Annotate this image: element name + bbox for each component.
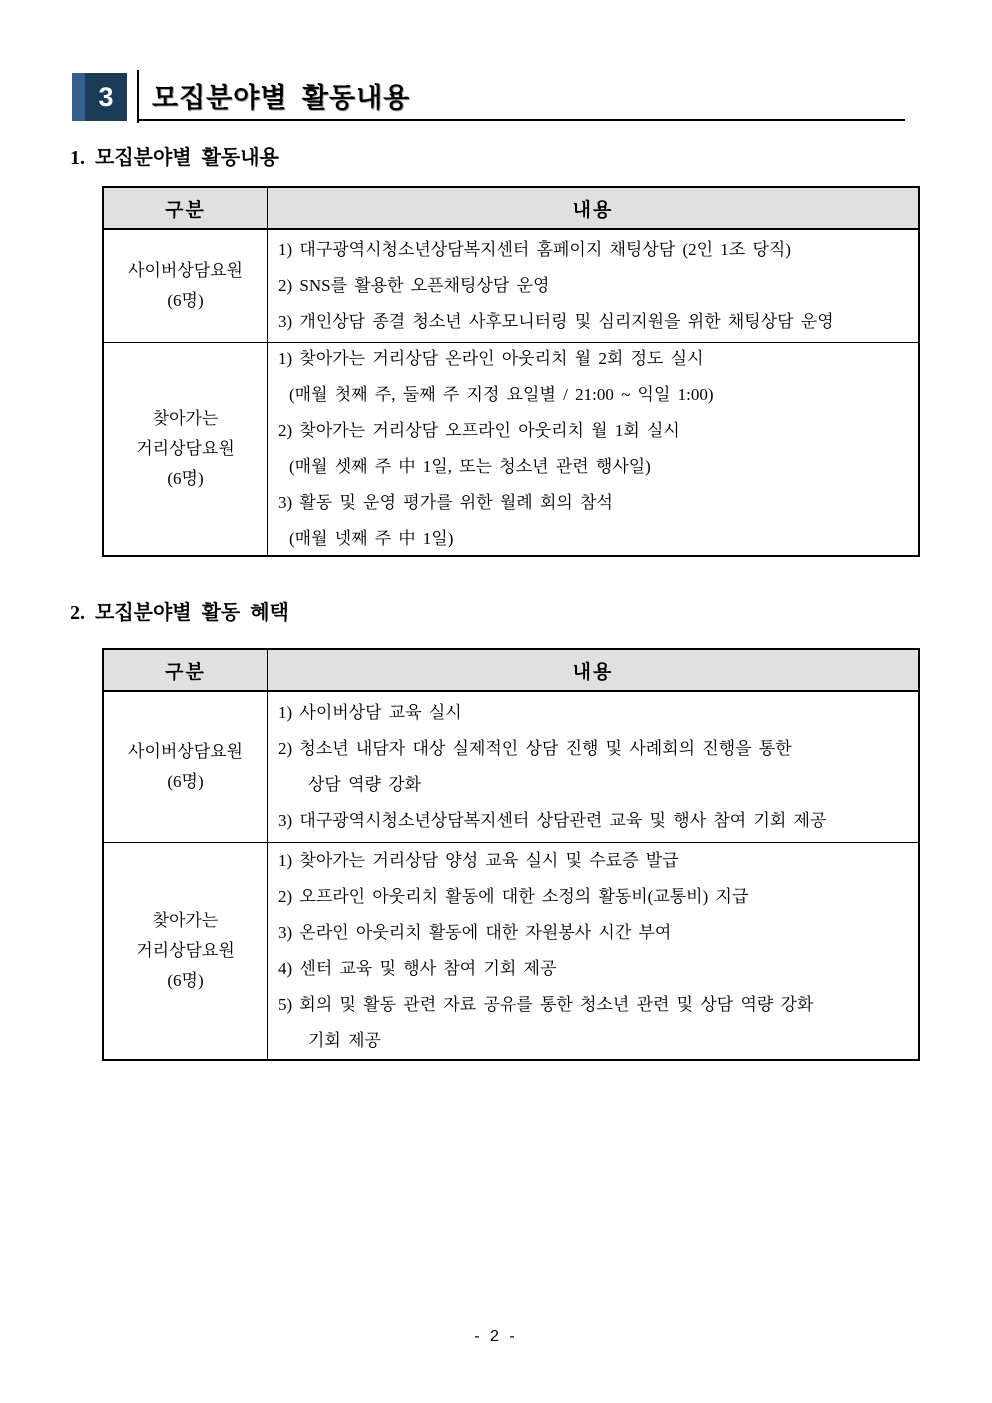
badge-accent-strip	[72, 73, 85, 121]
category-cell	[104, 692, 268, 842]
category-line: 찾아가는	[152, 409, 219, 428]
activity-table	[102, 186, 920, 557]
content-line: 1) 찾아가는 거리상담 양성 교육 실시 및 수료증 발급	[278, 851, 679, 870]
category-line: (6명)	[167, 469, 204, 488]
category-line: (6명)	[167, 971, 204, 990]
table-header-row	[104, 188, 918, 230]
content-line: 2) SNS를 활용한 오픈채팅상담 운영	[278, 276, 550, 295]
content-line: 1) 사이버상담 교육 실시	[278, 703, 462, 722]
content-line: 3) 대구광역시청소년상담복지센터 상담관련 교육 및 행사 참여 기회 제공	[278, 811, 827, 830]
header-cell-category: 구분	[104, 650, 268, 690]
category-cell	[104, 343, 268, 555]
category-line: (6명)	[167, 772, 204, 791]
category-cell	[104, 843, 268, 1059]
section-number-badge	[72, 73, 127, 121]
category-line: 사이버상담요원	[128, 742, 243, 761]
benefit-table	[102, 648, 920, 1061]
header-cell-content: 내용	[572, 199, 614, 221]
content-cell	[268, 843, 918, 1059]
category-line: 거리상담요원	[136, 439, 235, 458]
content-cell	[268, 230, 918, 342]
content-line: 3) 온라인 아웃리치 활동에 대한 자원봉사 시간 부여	[278, 923, 672, 942]
content-line: 4) 센터 교육 및 행사 참여 기회 제공	[278, 959, 557, 978]
banner-title: 모집분야별 활동내용	[152, 83, 411, 113]
section-1-heading: 1. 모집분야별 활동내용	[70, 147, 279, 169]
section-number: 3	[85, 73, 127, 121]
section-banner	[72, 73, 905, 121]
table-row	[104, 843, 918, 1059]
content-line: 1) 대구광역시청소년상담복지센터 홈페이지 채팅상담 (2인 1조 당직)	[278, 240, 791, 259]
category-cell	[104, 230, 268, 342]
content-line: 3) 활동 및 운영 평가를 위한 월례 회의 참석	[278, 493, 613, 512]
content-line: 2) 오프라인 아웃리치 활동에 대한 소정의 활동비(교통비) 지급	[278, 887, 749, 906]
table-header-row	[104, 650, 918, 692]
content-line: 3) 개인상담 종결 청소년 사후모니터링 및 심리지원을 위한 채팅상담 운영	[278, 312, 834, 331]
content-line: 2) 청소년 내담자 대상 실제적인 상담 진행 및 사례회의 진행을 통한	[278, 739, 792, 758]
category-line: 사이버상담요원	[128, 261, 243, 280]
content-line: 상담 역량 강화	[308, 775, 422, 794]
header-cell-category: 구분	[104, 188, 268, 228]
page-number: - 2 -	[474, 1328, 518, 1345]
category-line: 찾아가는	[152, 911, 219, 930]
banner-divider	[137, 70, 139, 123]
content-cell	[268, 692, 918, 842]
section-2-heading: 2. 모집분야별 활동 혜택	[70, 602, 289, 624]
table-row	[104, 343, 918, 555]
content-line: (매월 셋째 주 中 1일, 또는 청소년 관련 행사일)	[289, 457, 651, 476]
content-line: 1) 찾아가는 거리상담 온라인 아웃리치 월 2회 정도 실시	[278, 349, 704, 368]
category-line: 거리상담요원	[136, 941, 235, 960]
banner-underline	[137, 119, 905, 121]
table-row	[104, 692, 918, 843]
content-line: (매월 넷째 주 中 1일)	[289, 529, 454, 548]
category-line: (6명)	[167, 291, 204, 310]
content-line: 2) 찾아가는 거리상담 오프라인 아웃리치 월 1회 실시	[278, 421, 680, 440]
content-line: (매월 첫째 주, 둘째 주 지정 요일별 / 21:00 ~ 익일 1:00)	[289, 385, 714, 404]
content-cell	[268, 343, 918, 555]
header-cell-content: 내용	[572, 661, 614, 683]
content-line: 5) 회의 및 활동 관련 자료 공유를 통한 청소년 관련 및 상담 역량 강화	[278, 995, 814, 1014]
table-row	[104, 230, 918, 343]
content-line: 기회 제공	[308, 1031, 381, 1050]
